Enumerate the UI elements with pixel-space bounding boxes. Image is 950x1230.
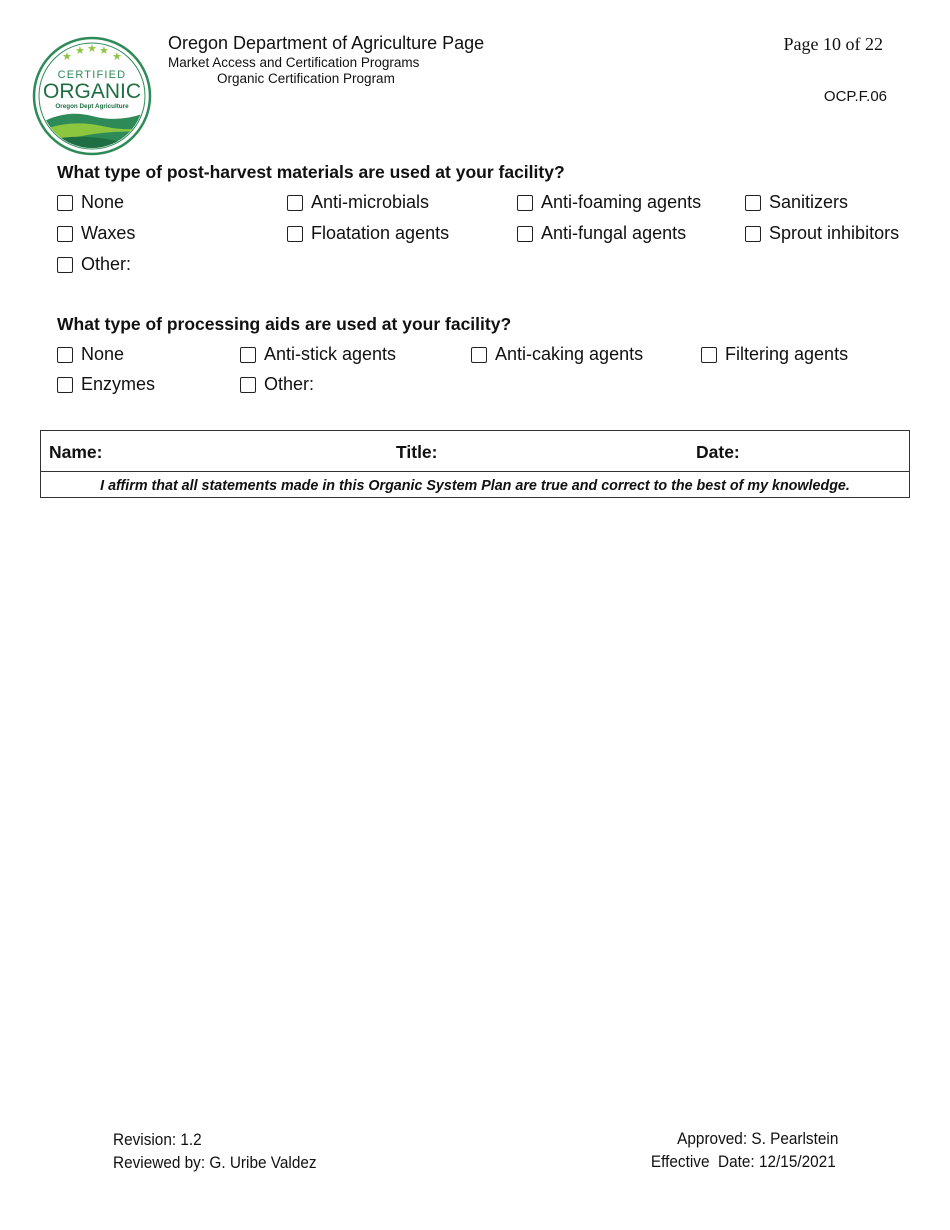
reviewed-by: Reviewed by: G. Uribe Valdez: [113, 1154, 317, 1172]
checkbox-anti-caking-agents[interactable]: [471, 344, 643, 365]
checkbox-none[interactable]: [57, 192, 124, 213]
checkbox-box[interactable]: [240, 347, 256, 363]
division-name: Market Access and Certification Programs: [168, 55, 420, 70]
checkbox-box[interactable]: [287, 226, 303, 242]
checkbox-anti-microbials[interactable]: [287, 192, 429, 213]
checkbox-label: Anti-caking agents: [495, 344, 644, 364]
affirmation-statement: I affirm that all statements made in this Organic System Plan are true and correct to the best of my knowledge.: [100, 478, 850, 494]
checkbox-label: Sprout inhibitors: [769, 223, 900, 243]
checkbox-box[interactable]: [517, 195, 533, 211]
title-label: Title:: [396, 442, 438, 462]
approved-by: Approved: S. Pearlstein: [676, 1130, 838, 1148]
date-label: Date:: [696, 442, 740, 462]
checkbox-label: Filtering agents: [725, 344, 849, 364]
checkbox-box[interactable]: [57, 257, 73, 273]
checkbox-box[interactable]: [57, 347, 73, 363]
checkbox-label: Anti-microbials: [311, 192, 430, 212]
page-number: Page 10 of 22: [783, 34, 883, 54]
checkbox-label: Other:: [81, 254, 132, 274]
checkbox-box[interactable]: [745, 226, 761, 242]
certified-organic-logo: [32, 36, 152, 156]
checkbox-label: Anti-stick agents: [264, 344, 397, 364]
table-divider: [41, 471, 909, 472]
checkbox-box[interactable]: [57, 195, 73, 211]
checkbox-label: Anti-foaming agents: [541, 192, 702, 212]
signature-table: [40, 430, 910, 498]
revision-number: Revision: 1.2: [113, 1131, 202, 1149]
question-post-harvest: What type of post-harvest materials are used at your facility?: [57, 162, 565, 182]
checkbox-sprout-inhibitors[interactable]: [745, 223, 899, 244]
checkbox-box[interactable]: [57, 377, 73, 393]
svg-text:★: ★: [112, 50, 122, 63]
agency-name: Oregon Department of Agriculture Page: [168, 33, 485, 53]
effective-date: Effective Date: 12/15/2021: [651, 1153, 836, 1171]
svg-text:★: ★: [99, 44, 109, 57]
checkbox-label: Floatation agents: [311, 223, 450, 243]
checkbox-floatation-agents[interactable]: [287, 223, 449, 244]
name-label: Name:: [49, 442, 103, 462]
checkbox-label: Other:: [264, 374, 315, 394]
svg-text:Oregon Dept Agriculture: Oregon Dept Agriculture: [55, 103, 129, 110]
checkbox-box[interactable]: [745, 195, 761, 211]
checkbox-box[interactable]: [701, 347, 717, 363]
checkbox-sanitizers[interactable]: [745, 192, 848, 213]
checkbox-box[interactable]: [517, 226, 533, 242]
checkbox-waxes[interactable]: [57, 223, 135, 244]
checkbox-box[interactable]: [240, 377, 256, 393]
checkbox-label: Enzymes: [81, 374, 156, 394]
checkbox-label: Sanitizers: [769, 192, 849, 212]
checkbox-label: None: [81, 192, 125, 212]
checkbox-filtering-agents[interactable]: [701, 344, 848, 365]
checkbox-box[interactable]: [471, 347, 487, 363]
checkbox-label: Waxes: [81, 223, 136, 243]
checkbox-none[interactable]: [57, 344, 124, 365]
svg-text:CERTIFIED: CERTIFIED: [57, 69, 127, 81]
question-processing-aids: What type of processing aids are used at your facility?: [57, 314, 512, 334]
checkbox-label: Anti-fungal agents: [541, 223, 687, 243]
svg-text:★: ★: [62, 50, 72, 63]
svg-text:★: ★: [87, 42, 97, 55]
checkbox-anti-stick-agents[interactable]: [240, 344, 396, 365]
organic-seal-icon: [32, 36, 152, 156]
checkbox-anti-fungal-agents[interactable]: [517, 223, 686, 244]
checkbox-box[interactable]: [287, 195, 303, 211]
checkbox-enzymes[interactable]: [57, 374, 155, 395]
svg-text:ORGANIC: ORGANIC: [42, 80, 142, 103]
checkbox-other[interactable]: [57, 254, 131, 275]
form-code: OCP.F.06: [823, 88, 887, 105]
checkbox-box[interactable]: [57, 226, 73, 242]
checkbox-other[interactable]: [240, 374, 314, 395]
checkbox-label: None: [81, 344, 125, 364]
checkbox-anti-foaming-agents[interactable]: [517, 192, 701, 213]
svg-text:★: ★: [75, 44, 85, 57]
program-name: Organic Certification Program: [217, 71, 395, 86]
